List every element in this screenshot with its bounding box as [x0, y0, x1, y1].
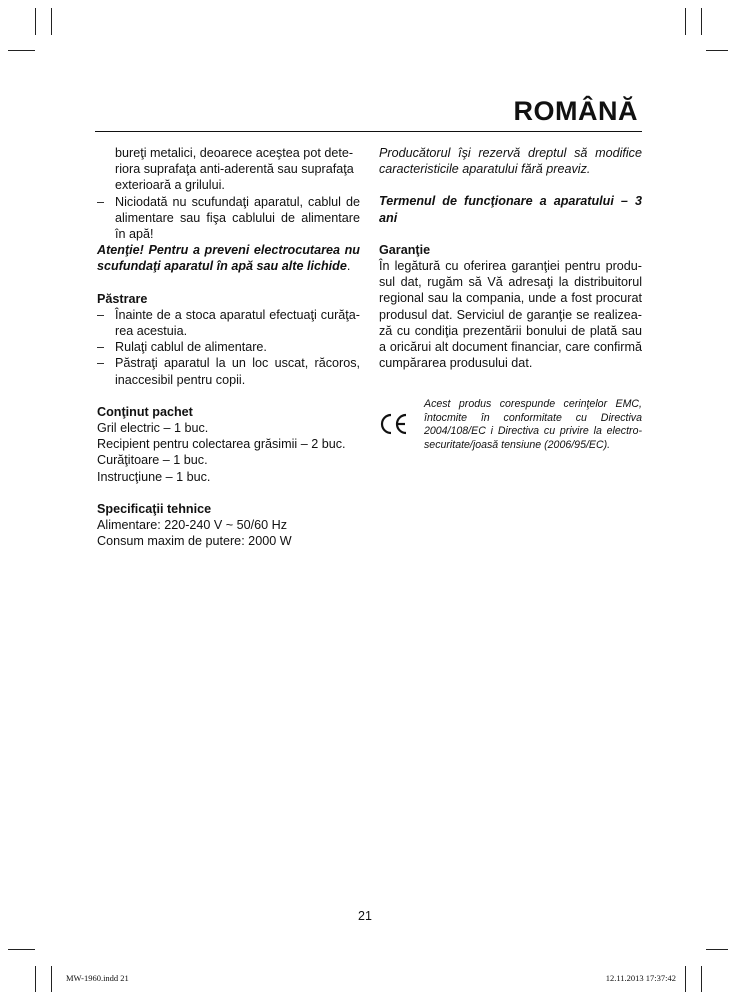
list-item-text: Înainte de a stoca aparatul efectuaţi curăţa-rea acestuia.: [115, 307, 360, 339]
spec-item: Alimentare: 220-240 V ~ 50/60 Hz: [97, 518, 288, 533]
crop-mark: [8, 949, 35, 950]
service-life: Termenul de funcţionare a aparatului – 3 ani: [379, 194, 642, 225]
crop-mark: [35, 8, 36, 35]
list-item: – Niciodată nu scufundaţi aparatul, cablul de alimentare sau fişa cablului de alimentare în apă!: [97, 194, 360, 242]
continued-text-line: riora suprafaţa anti-aderentă sau suprafaţa: [115, 162, 354, 177]
warning-text: Atenţie! Pentru a preveni electrocutarea nu scufundaţi aparatul în apă sau alte lichide: [97, 243, 360, 274]
list-item: – Păstraţi aparatul la un loc uscat, răcoros, inaccesibil pentru copii.: [97, 356, 360, 387]
left-column: [97, 145, 360, 549]
package-item: Instrucţiune – 1 buc.: [97, 469, 211, 484]
storage-heading: Păstrare: [97, 291, 148, 306]
list-item: – Rulaţi cablul de alimentare.: [97, 340, 267, 355]
specs-heading: Specificaţii tehnice: [97, 501, 212, 516]
warning-paragraph: [97, 242, 360, 274]
warning-period: .: [346, 259, 351, 274]
warranty-text: În legătură cu oferirea garanţiei pentru produ-sul dat, rugăm să Vă adresaţi la distribuitorul regional sau la compania, unde a fost procurat produsul dat. Serviciul de garanţie se realizea-ză cu condiţia prezentării bonului de plată sau a oricărui alt document financiar, care confirmă cumpărarea produsului dat.: [379, 259, 642, 371]
package-item: Recipient pentru colectarea grăsimii – 2 buc.: [97, 437, 346, 452]
ce-conformity-text: Acest produs corespunde cerinţelor EMC, întocmite în conformitate cu Directiva 2004/108/EC i Directiva cu privire la electro-securitate/joasă tensiune (2006/95/EC).: [424, 398, 642, 451]
crop-mark: [701, 966, 702, 992]
crop-mark: [51, 966, 52, 992]
file-slug: MW-1960.indd 21: [66, 973, 129, 983]
list-item-text: Rulaţi cablul de alimentare.: [115, 340, 267, 355]
ce-conformity-block: [379, 398, 642, 452]
crop-mark: [685, 966, 686, 992]
crop-mark: [685, 8, 686, 35]
list-item-text: Niciodată nu scufundaţi aparatul, cablul de alimentare sau fişa cablului de alimentare în apă!: [115, 194, 360, 242]
continued-text-line: exterioară a grilului.: [115, 178, 225, 193]
page-number: 21: [358, 909, 372, 923]
spec-item: Consum maxim de putere: 2000 W: [97, 534, 292, 549]
continued-text-line: bureţi metalici, deoarece aceştea pot dete-: [115, 146, 354, 160]
print-timestamp: 12.11.2013 17:37:42: [605, 973, 676, 983]
package-heading: Conţinut pachet: [97, 404, 193, 419]
crop-mark: [701, 8, 702, 35]
ce-mark-icon: [379, 412, 409, 436]
language-title: ROMÂNĂ: [513, 96, 638, 126]
crop-mark: [8, 50, 35, 51]
header-rule: [95, 131, 642, 132]
right-column: [379, 145, 642, 463]
warranty-heading: Garanţie: [379, 242, 431, 257]
crop-mark: [51, 8, 52, 35]
crop-mark: [706, 50, 728, 51]
manufacturer-notice: Producătorul îşi rezervă dreptul să modifice caracteristicile aparatului fără preaviz.: [379, 146, 642, 177]
package-item: Gril electric – 1 buc.: [97, 421, 209, 436]
package-item: Curăţitoare – 1 buc.: [97, 453, 208, 468]
crop-mark: [35, 966, 36, 992]
list-item-text: Păstraţi aparatul la un loc uscat, răcoros, inaccesibil pentru copii.: [115, 356, 360, 387]
list-item: – Înainte de a stoca aparatul efectuaţi curăţa-rea acestuia.: [97, 307, 360, 339]
crop-mark: [706, 949, 728, 950]
